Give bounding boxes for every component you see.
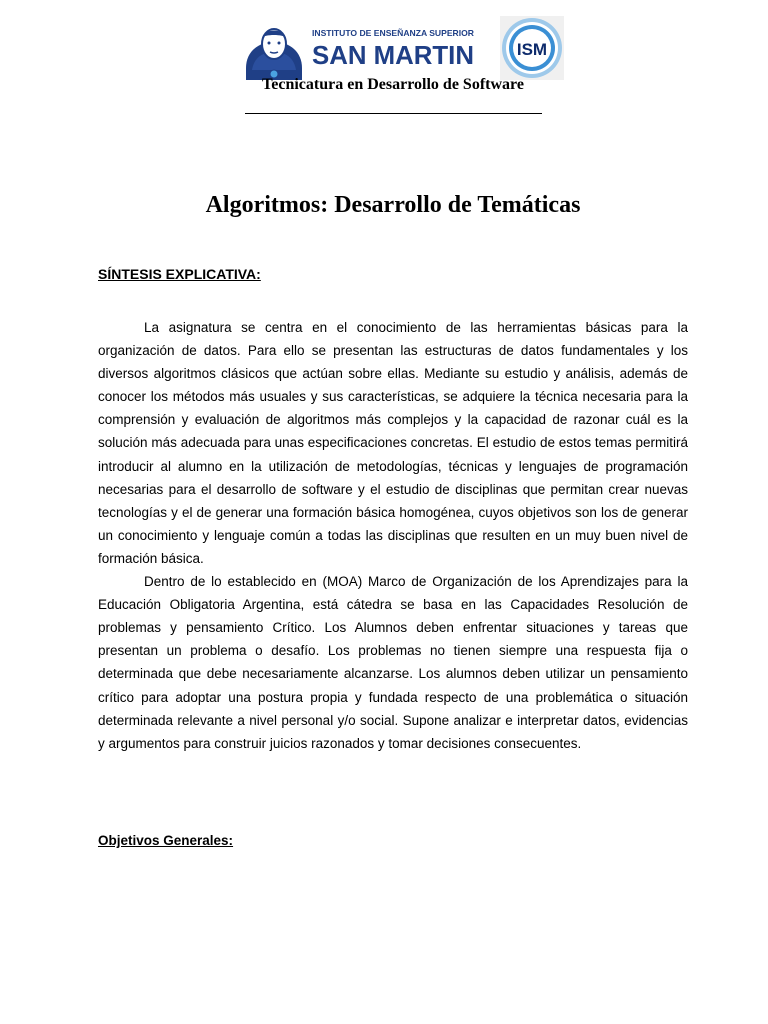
san-martin-logo	[240, 22, 480, 80]
subtitle-underline	[245, 113, 542, 114]
ism-logo-text: ISM	[516, 40, 548, 59]
institution-line1: INSTITUTO DE ENSEÑANZA SUPERIOR	[312, 28, 474, 38]
heading-objetivos: Objetivos Generales:	[98, 833, 234, 848]
paragraph-2: Dentro de lo establecido en (MOA) Marco de Organización de los Aprendizajes para la Educación Obligatoria Argentina, está cátedra se basa en las Capacidades Resolución de problemas y pensamiento Crítico. Los Alumnos deben enfrentar situaciones y tareas que presentan un problema o desafío. Los problemas no tienen siempre una respuesta fija o determinada que debe necesariamente alcanzarse. Los alumnos deben utilizar un pensamiento crítico para adoptar una postura propia y fundada respecto de una problemática o situación determinada relevante a nivel personal y/o social. Supone analizar e interpretar datos, evidencias y argumentos para construir juicios razonados y tomar decisiones consecuentes.	[98, 574, 688, 751]
document-title: Algoritmos: Desarrollo de Temáticas	[205, 192, 581, 218]
career-subtitle: Tecnicatura en Desarrollo de Software	[262, 76, 524, 93]
institution-line2: SAN MARTIN	[312, 40, 474, 70]
ism-logo	[500, 16, 564, 80]
sintesis-body	[98, 316, 688, 755]
portrait-icon	[246, 29, 302, 80]
heading-sintesis: SÍNTESIS EXPLICATIVA:	[98, 266, 261, 282]
paragraph-1: La asignatura se centra en el conocimiento de las herramientas básicas para la organización de datos. Para ello se presentan las estructuras de datos fundamentales y los diversos algoritmos clásicos que actúan sobre ellas. Mediante su estudio y análisis, además de conocer los métodos más usuales y sus características, se adquiere la técnica necesaria para la comprensión y evaluación de algoritmos más complejos y la capacidad de razonar cuál es la solución más adecuada para unas especificaciones concretas. El estudio de estos temas permitirá introducir al alumno en la utilización de metodologías, técnicas y lenguajes de programación necesarias para el desarrollo de software y el estudio de disciplinas que permitan crear nuevas tecnologías y el de generar una formación básica homogénea, cuyos objetivos son los de generar un conocimiento y lenguaje común a todas las disciplinas que resulten en un muy buen nivel de formación básica.	[98, 320, 688, 566]
document-header	[0, 8, 768, 78]
